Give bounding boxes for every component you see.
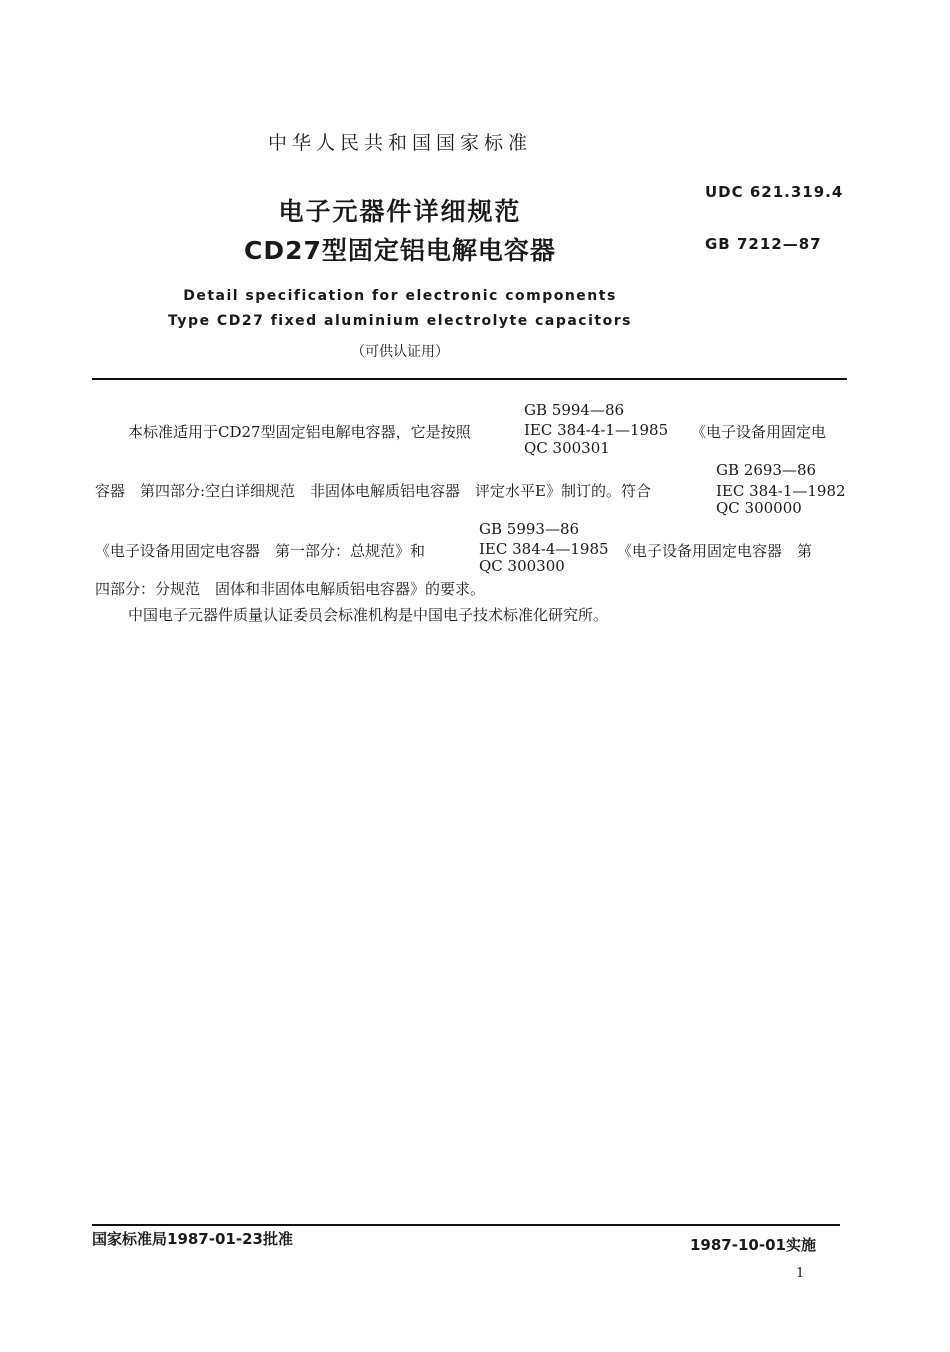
availability-note: （可供认证用） <box>351 344 449 360</box>
ref3-gb: GB 5993—86 <box>479 520 580 538</box>
ref1-iec: IEC 384-4-1—1985 <box>524 421 669 439</box>
effective-date: 1987-10-01实施 <box>690 1236 816 1254</box>
body-text-line1: 本标准适用于CD27型固定铝电解电容器，它是按照 <box>128 423 471 441</box>
title-en-line2: Type CD27 fixed aluminium electrolyte capacitors <box>168 313 632 329</box>
ref2-qc: QC 300000 <box>716 499 802 517</box>
bottom-divider <box>92 1224 840 1226</box>
ref2-gb: GB 2693—86 <box>716 461 817 479</box>
title-cn-line1: 电子元器件详细规范 <box>278 197 522 226</box>
ref2-iec: IEC 384-1—1982 <box>716 482 846 500</box>
ref3-iec: IEC 384-4—1985 <box>479 540 609 558</box>
approval-date: 国家标准局1987-01-23批准 <box>92 1230 293 1248</box>
body-paragraph2: 中国电子元器件质量认证委员会标准机构是中国电子技术标准化研究所。 <box>128 606 609 624</box>
page-number: 1 <box>796 1266 805 1281</box>
ref1-gb: GB 5994—86 <box>524 401 625 419</box>
body-text-line3: 《电子设备用固定电容器 第一部分：总规范》和 <box>95 542 426 560</box>
top-divider <box>92 378 847 380</box>
title-en-line1: Detail specification for electronic components <box>183 288 617 304</box>
ref1-qc: QC 300301 <box>524 439 610 457</box>
ref3-qc: QC 300300 <box>479 557 565 575</box>
udc-code: UDC 621.319.4 <box>705 183 844 201</box>
gb-number: GB 7212—87 <box>705 235 822 253</box>
standard-type-heading: 中华人民共和国国家标准 <box>267 132 532 154</box>
body-text-line1-end: 《电子设备用固定电 <box>691 423 827 441</box>
body-text-line2: 容器 第四部分:空白详细规范 非固体电解质铝电容器 评定水平E》制订的。符合 <box>95 482 652 500</box>
body-text-line3-end: 《电子设备用固定电容器 第 <box>617 542 813 560</box>
body-text-line4: 四部分：分规范 固体和非固体电解质铝电容器》的要求。 <box>95 580 486 598</box>
title-cn-line2: CD27型固定铝电解电容器 <box>244 236 556 265</box>
